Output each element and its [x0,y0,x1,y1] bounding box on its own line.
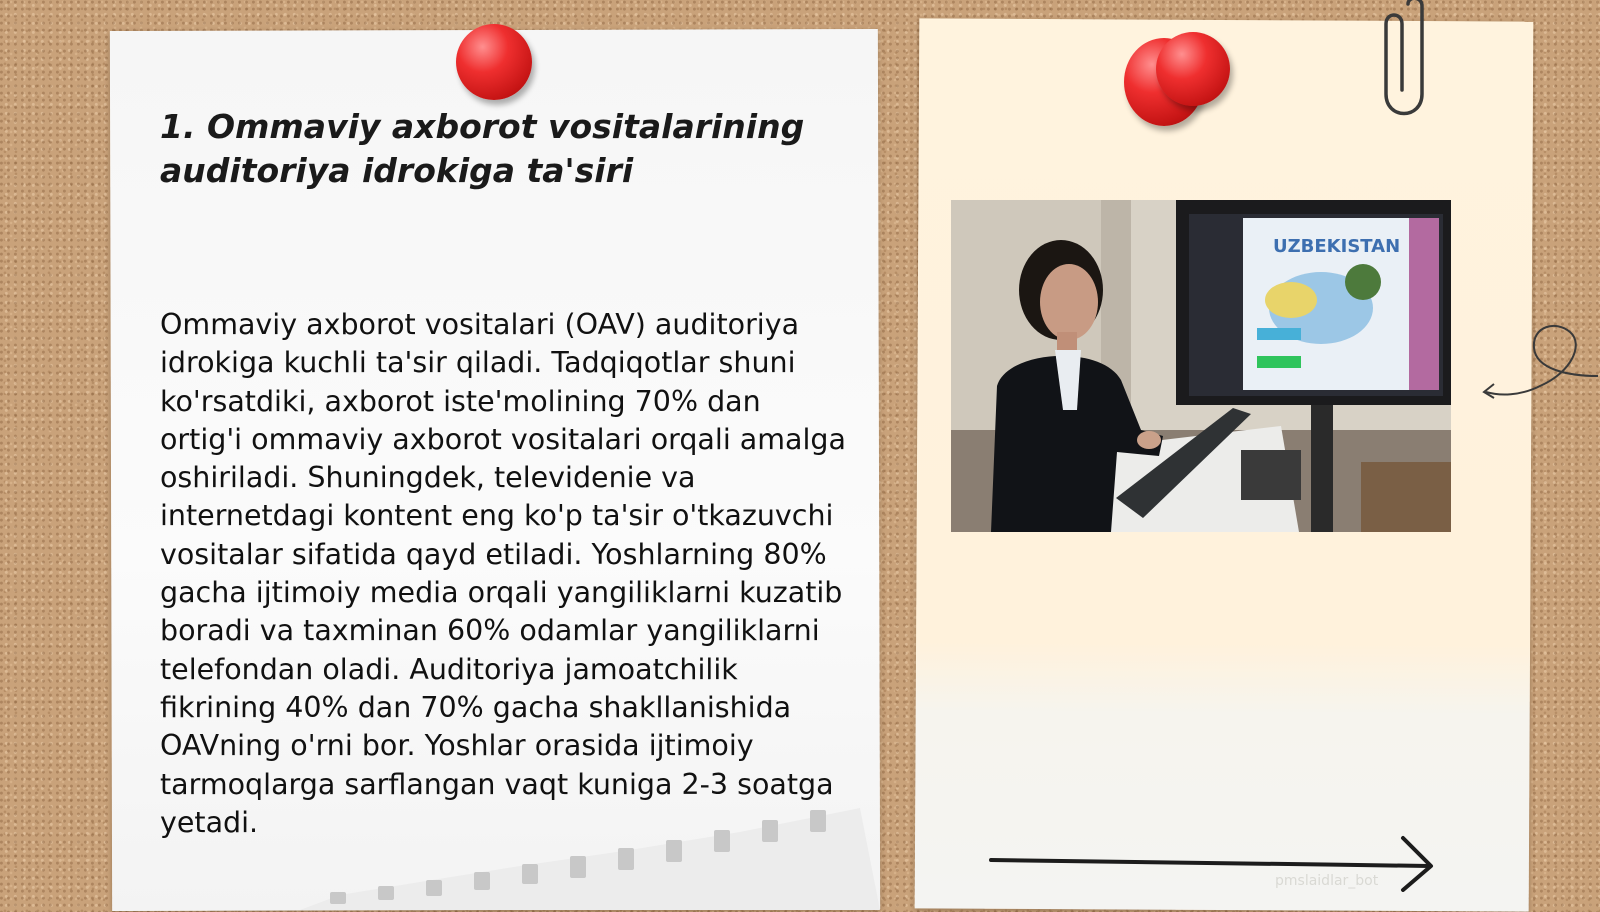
push-pin-icon [456,24,532,100]
presenter-photo [951,200,1451,532]
doodle-loop-icon [1480,310,1600,410]
push-pin-icon [1156,32,1230,106]
slide-title: 1. Ommaviy axborot vositalarining auditoriya idrokiga ta'siri [160,107,805,190]
slide-body-text: Ommaviy axborot vositalari (OAV) auditoriya idrokiga kuchli ta'sir qiladi. Tadqiqotlar shuni ko'rsatdiki, axborot iste'molining 70% dan ortig'i ommaviy axborot vositalari orqali amalga oshiriladi. Shuningdek, televidenie va internetdagi kontent eng ko'p ta'sir o'tkazuvchi vositalar sifatida qayd etiladi. Yoshlarning 80% gacha ijtimoiy media orqali yangiliklarni kuzatib boradi va taxminan 60% odamlar yangiliklarni telefondan oladi. Auditoriya jamoatchilik fikrining 40% dan 70% gacha shakllanishida OAVning o'rni bor. Yoshlar orasida ijtimoiy tarmoqlarga sarflangan vaqt kuniga 2-3 soatga yetadi. [160,308,846,839]
screen-title: UZBEKISTAN [1273,236,1401,257]
paper-clip-icon [1378,0,1428,126]
watermark: pmslaidlar_bot [1275,873,1379,889]
